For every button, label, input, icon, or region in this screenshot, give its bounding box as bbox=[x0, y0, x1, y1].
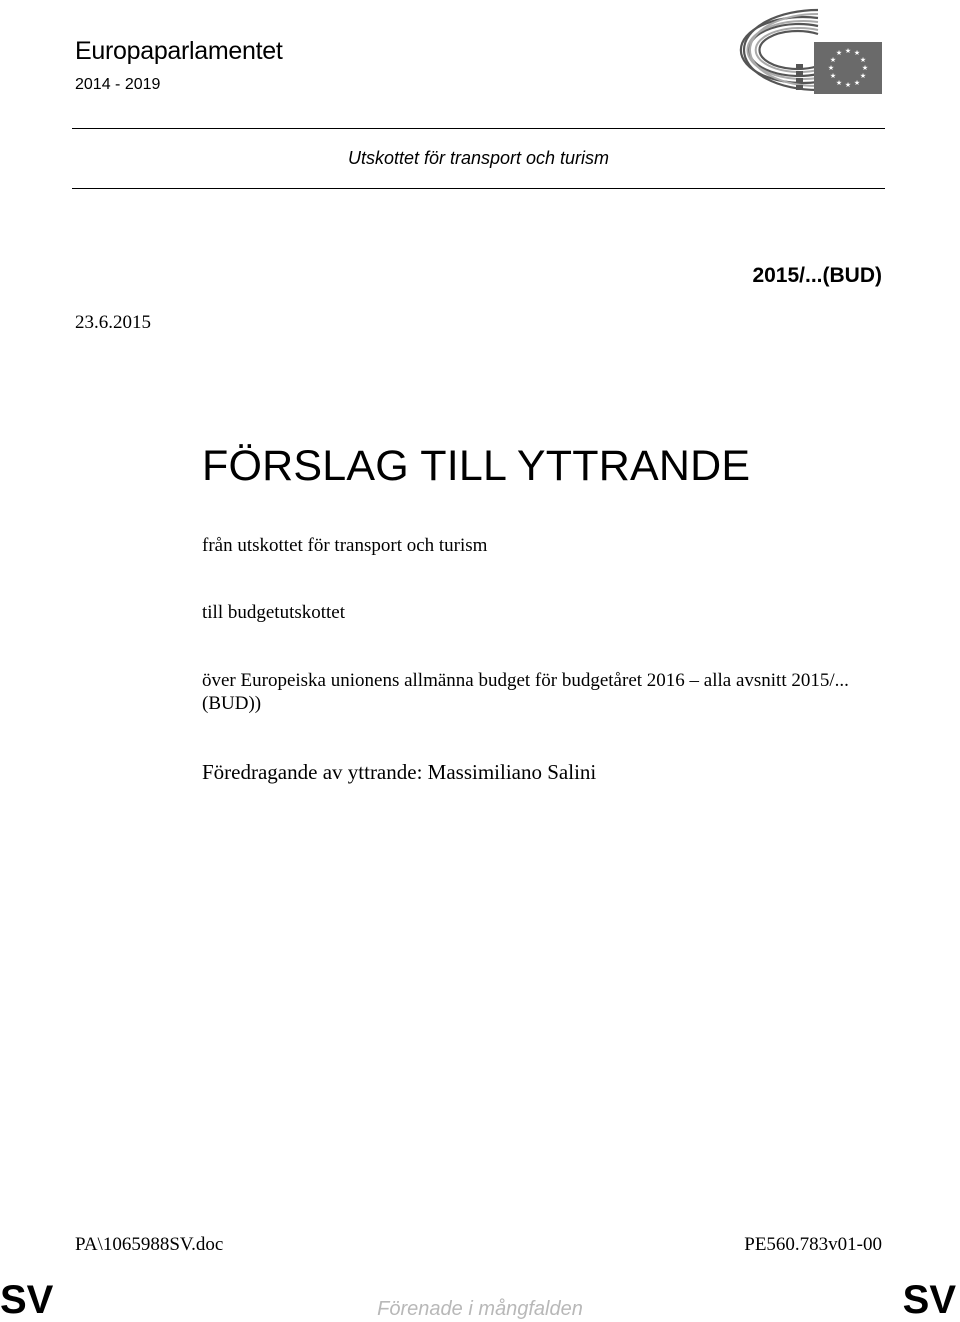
procedure-reference: 2015/...(BUD) bbox=[752, 264, 882, 287]
svg-text:★: ★ bbox=[829, 56, 837, 64]
svg-text:★: ★ bbox=[844, 81, 852, 89]
header-rule-top bbox=[72, 128, 885, 129]
language-code-right: SV bbox=[902, 1278, 956, 1322]
svg-text:★: ★ bbox=[853, 79, 861, 87]
svg-text:★: ★ bbox=[835, 79, 843, 87]
svg-text:★: ★ bbox=[827, 64, 835, 72]
svg-text:★: ★ bbox=[853, 49, 861, 57]
document-title: FÖRSLAG TILL YTTRANDE bbox=[202, 442, 751, 490]
svg-text:★: ★ bbox=[835, 49, 843, 57]
svg-text:★: ★ bbox=[861, 64, 869, 72]
document-date: 23.6.2015 bbox=[75, 312, 151, 333]
language-code-left: SV bbox=[0, 1278, 54, 1322]
svg-text:★: ★ bbox=[829, 72, 837, 80]
rapporteur: Föredragande av yttrande: Massimiliano Salini bbox=[202, 760, 597, 784]
svg-text:★: ★ bbox=[859, 56, 867, 64]
svg-text:★: ★ bbox=[859, 72, 867, 80]
from-committee: från utskottet för transport och turism bbox=[202, 535, 488, 556]
document-subject: över Europeiska unionens allmänna budget för budgetåret 2016 – alla avsnitt 2015/...(BUD)) bbox=[202, 670, 849, 714]
svg-text:★: ★ bbox=[844, 47, 852, 55]
committee-header: Utskottet för transport och turism bbox=[347, 148, 610, 168]
parliamentary-term: 2014 - 2019 bbox=[75, 76, 161, 93]
to-committee: till budgetutskottet bbox=[202, 602, 346, 623]
pe-number: PE560.783v01-00 bbox=[744, 1234, 882, 1255]
eu-motto: Förenade i mångfalden bbox=[377, 1298, 583, 1320]
header-rule-bottom bbox=[72, 188, 885, 189]
parliament-name: Europaparlamentet bbox=[75, 37, 283, 65]
document-filename: PA\1065988SV.doc bbox=[75, 1234, 224, 1255]
european-parliament-logo-icon bbox=[718, 2, 884, 96]
